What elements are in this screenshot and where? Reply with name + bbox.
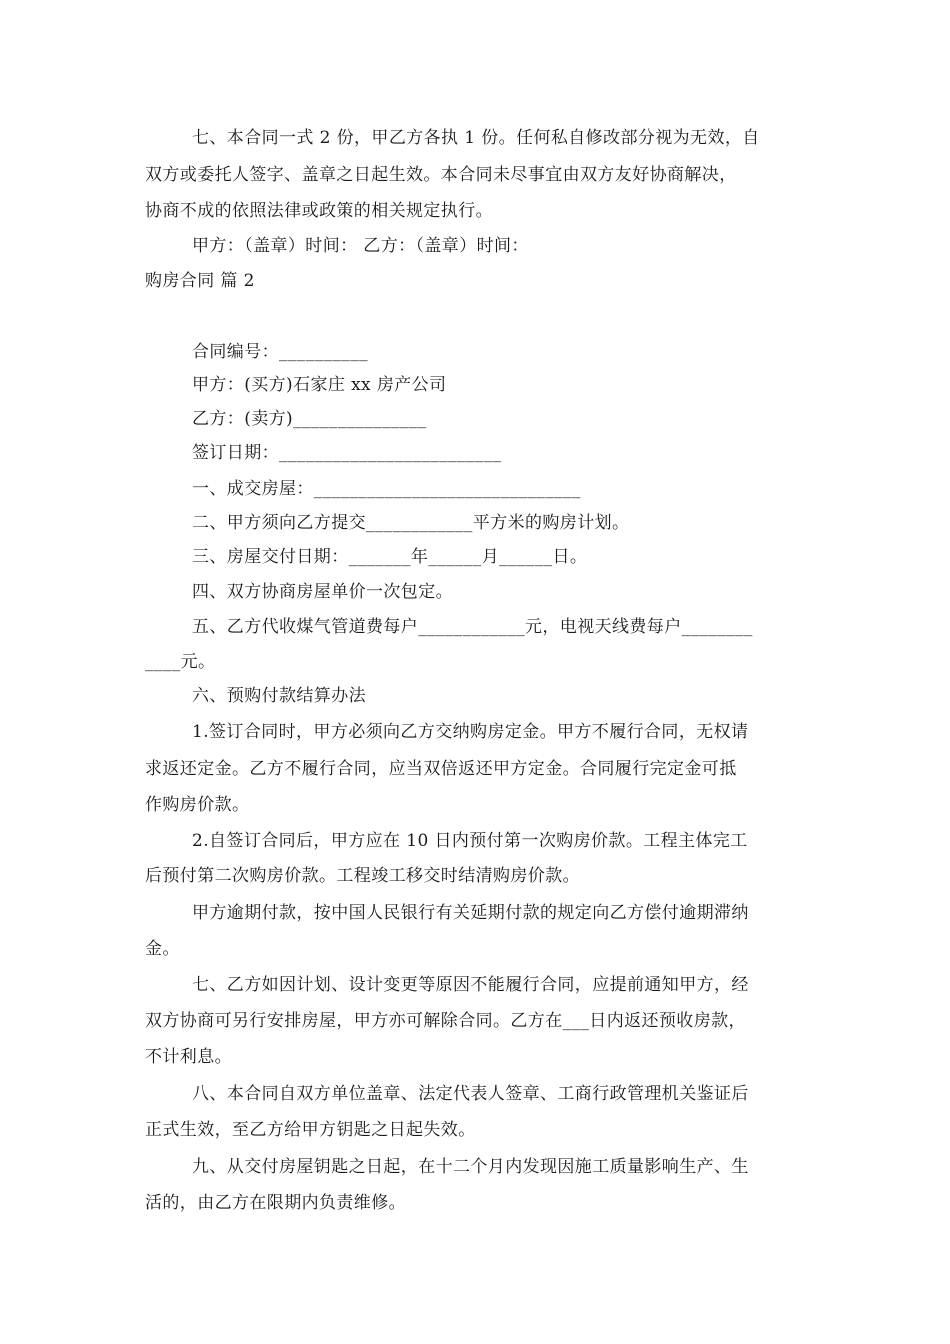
late-payment-line-2: 金。 — [145, 939, 180, 959]
sign-date: 签订日期：_________________________ — [192, 443, 502, 463]
contract-number: 合同编号：__________ — [192, 342, 368, 362]
clause-7-line-3: 协商不成的依照法律或政策的相关规定执行。 — [145, 201, 493, 221]
item-8-line-2: 正式生效，至乙方给甲方钥匙之日起失效。 — [145, 1120, 476, 1140]
signature-line: 甲方：（盖章）时间： 乙方：（盖章）时间： — [192, 236, 529, 256]
item-6-heading: 六、预购付款结算办法 — [192, 686, 366, 706]
item-9-line-2: 活的，由乙方在限期内负责维修。 — [145, 1193, 406, 1213]
clause-7-line-2: 双方或委托人签字、盖章之日起生效。本合同未尽事宜由双方友好协商解决， — [145, 165, 737, 185]
item-4: 四、双方协商房屋单价一次包定。 — [192, 582, 453, 602]
item-1: 一、成交房屋：______________________________ — [192, 479, 581, 499]
clause-7-line-1: 七、本合同一式 2 份，甲乙方各执 1 份。任何私自修改部分视为无效，自 — [192, 128, 760, 148]
item-3: 三、房屋交付日期：_______年______月______日。 — [192, 547, 588, 567]
party-a: 甲方：(买方)石家庄 xx 房产公司 — [192, 375, 447, 395]
item-6-1-line-3: 作购房价款。 — [145, 795, 250, 815]
section-heading: 购房合同 篇 2 — [145, 271, 255, 291]
item-7-line-1: 七、乙方如因计划、设计变更等原因不能履行合同，应提前通知甲方，经 — [192, 975, 749, 995]
item-7-line-2: 双方协商可另行安排房屋，甲方亦可解除合同。乙方在___日内返还预收房款， — [145, 1011, 746, 1031]
item-5-line-1: 五、乙方代收煤气管道费每户____________元，电视天线费每户________ — [192, 617, 753, 637]
item-6-1-line-2: 求返还定金。乙方不履行合同，应当双倍返还甲方定金。合同履行完定金可抵 — [145, 759, 737, 779]
item-7-line-3: 不计利息。 — [145, 1047, 232, 1067]
item-9-line-1: 九、从交付房屋钥匙之日起，在十二个月内发现因施工质量影响生产、生 — [192, 1157, 749, 1177]
item-6-2-line-1: 2.自签订合同后，甲方应在 10 日内预付第一次购房价款。工程主体完工 — [192, 831, 748, 851]
item-6-1-line-1: 1.签订合同时，甲方必须向乙方交纳购房定金。甲方不履行合同，无权请 — [192, 722, 749, 742]
item-8-line-1: 八、本合同自双方单位盖章、法定代表人签章、工商行政管理机关鉴证后 — [192, 1084, 749, 1104]
item-2: 二、甲方须向乙方提交____________平方米的购房计划。 — [192, 513, 630, 533]
item-5-line-2: ____元。 — [145, 652, 216, 672]
party-b: 乙方：(卖方)_______________ — [192, 409, 427, 429]
late-payment-line-1: 甲方逾期付款，按中国人民银行有关延期付款的规定向乙方偿付逾期滞纳 — [192, 903, 749, 923]
item-6-2-line-2: 后预付第二次购房价款。工程竣工移交时结清购房价款。 — [145, 866, 580, 886]
